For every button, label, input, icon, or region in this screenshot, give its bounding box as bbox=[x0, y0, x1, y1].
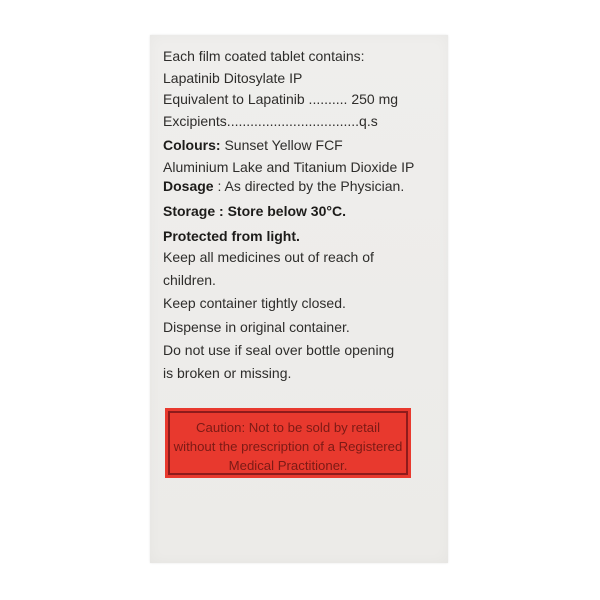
medicine-box-panel bbox=[150, 35, 448, 563]
composition-line: Excipients..................................q.s bbox=[163, 112, 378, 129]
protected-from-light-line: Protected from light. bbox=[163, 228, 300, 244]
caution-line: without the prescription of a Registered bbox=[173, 439, 403, 454]
warning-line: children. bbox=[163, 272, 216, 289]
caution-line: Caution: Not to be sold by retail bbox=[196, 420, 380, 435]
composition-line: Lapatinib Ditosylate IP bbox=[163, 69, 303, 86]
colours-section bbox=[163, 135, 442, 178]
caution-box bbox=[168, 411, 408, 475]
warning-line: Keep all medicines out of reach of bbox=[163, 249, 374, 265]
colours-heading: Colours: bbox=[163, 137, 221, 153]
storage-line: Storage : Store below 30°C. bbox=[163, 203, 346, 219]
dosage-value: : As directed by the Physician. bbox=[213, 178, 405, 194]
caution-line: Medical Practitioner. bbox=[228, 458, 348, 473]
colours-line2: Aluminium Lake and Titanium Dioxide IP bbox=[163, 158, 415, 175]
composition-line: Equivalent to Lapatinib .......... 250 mg bbox=[163, 91, 399, 107]
dosage-line bbox=[163, 178, 404, 194]
dosage-heading: Dosage bbox=[163, 178, 214, 194]
composition-line: Each film coated tablet contains: bbox=[163, 48, 365, 64]
warnings-section bbox=[163, 246, 442, 385]
warning-line: Do not use if seal over bottle opening bbox=[163, 341, 395, 358]
colours-value: Sunset Yellow FCF bbox=[220, 137, 343, 153]
warning-line: Keep container tightly closed. bbox=[163, 295, 346, 312]
composition-section bbox=[163, 46, 442, 132]
warning-line: Dispense in original container. bbox=[163, 318, 350, 335]
warning-line: is broken or missing. bbox=[163, 365, 292, 382]
colours-line bbox=[163, 135, 442, 157]
